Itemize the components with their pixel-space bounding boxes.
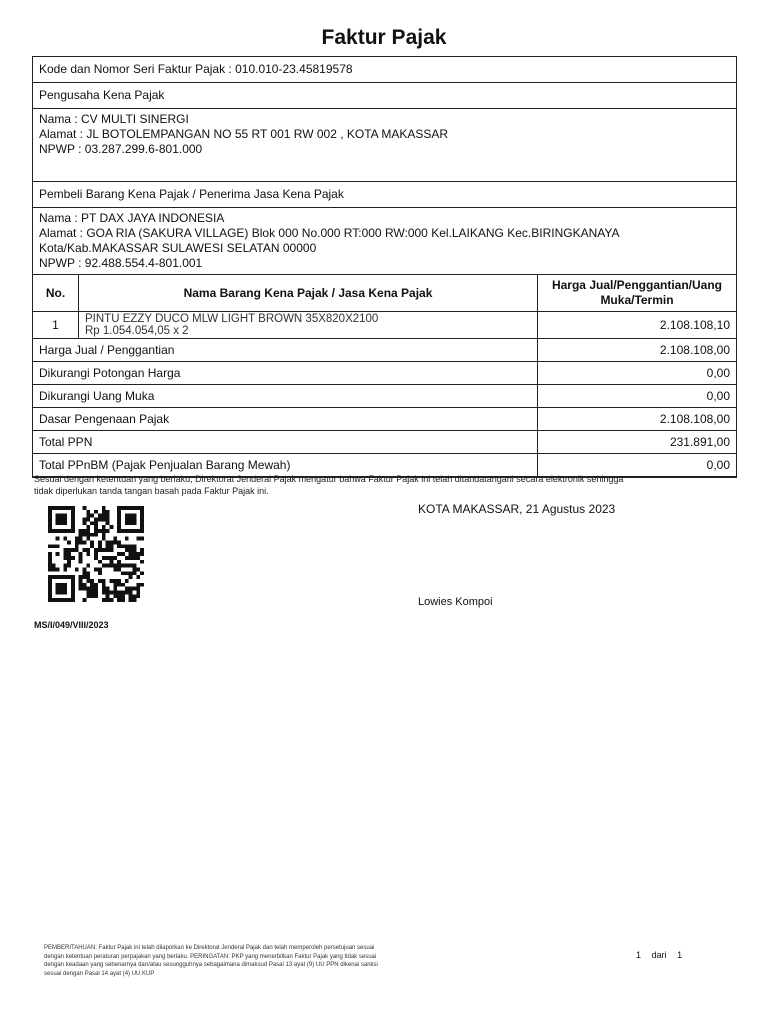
item-no: 1 <box>33 312 79 339</box>
buyer-name: Nama : PT DAX JAYA INDONESIA <box>39 211 225 225</box>
buyer-header-label: Pembeli Barang Kena Pajak / Penerima Jasa Kena Pajak <box>39 187 344 201</box>
seller-info <box>33 109 736 182</box>
summary-row <box>33 362 736 385</box>
legal-note-line2: tidak diperlukan tanda tangan basah pada Faktur Pajak ini. <box>34 486 269 496</box>
summary-row <box>33 431 736 454</box>
summary-value: 2.108.108,00 <box>538 339 737 362</box>
summary-value: 0,00 <box>538 454 737 477</box>
page-title: Faktur Pajak <box>321 26 447 49</box>
page-total: 1 <box>677 950 683 960</box>
footer-line4: sesuai dengan Pasal 14 ayat (4) UU KUP <box>44 970 155 977</box>
seller-name: Nama : CV MULTI SINERGI <box>39 112 189 126</box>
page-of: dari <box>651 950 667 960</box>
item-name <box>79 312 538 339</box>
serial-number: Kode dan Nomor Seri Faktur Pajak : 010.010-23.45819578 <box>39 62 353 76</box>
document-reference: MS/I/049/VIII/2023 <box>34 620 109 630</box>
table-row <box>33 312 736 339</box>
summary-row <box>33 339 736 362</box>
seller-address: Alamat : JL BOTOLEMPANGAN NO 55 RT 001 RW 002 , KOTA MAKASSAR <box>39 127 449 141</box>
legal-note <box>34 473 734 497</box>
place-date: KOTA MAKASSAR, 21 Agustus 2023 <box>418 502 616 516</box>
item-name-line2: Rp 1.054.054,05 x 2 <box>85 325 189 337</box>
buyer-info <box>33 208 736 274</box>
summary-row <box>33 408 736 431</box>
summary-value: 0,00 <box>538 362 737 385</box>
summary-label: Dikurangi Uang Muka <box>33 385 538 408</box>
items-table <box>33 274 736 477</box>
serial-row <box>33 57 736 83</box>
footer-line1: PEMBERITAHUAN: Faktur Pajak ini telah dilaporkan ke Direktorat Jenderal Pajak dan telah memperoleh persetujuan sesuai <box>44 945 375 951</box>
buyer-city: Kota/Kab.MAKASSAR SULAWESI SELATAN 00000 <box>39 241 317 255</box>
summary-label: Total PPnBM (Pajak Penjualan Barang Mewah) <box>33 454 538 477</box>
seller-npwp: NPWP : 03.287.299.6-801.000 <box>39 142 203 156</box>
summary-label: Harga Jual / Penggantian <box>33 339 538 362</box>
buyer-header <box>33 182 736 208</box>
footer-line3: dengan keadaan yang sebenarnya dan/atau sesungguhnya sebagaimana dimaksud Pasal 13 ayat (9) UU PPN dikenai sanksi <box>44 962 378 968</box>
buyer-npwp: NPWP : 92.488.554.4-801.001 <box>39 256 203 270</box>
summary-label: Dasar Pengenaan Pajak <box>33 408 538 431</box>
page-current: 1 <box>636 950 642 960</box>
summary-label: Total PPN <box>33 431 538 454</box>
seller-header-label: Pengusaha Kena Pajak <box>39 88 165 102</box>
invoice-box <box>32 56 737 478</box>
col-header-value-line2: Muka/Termin <box>600 293 674 307</box>
item-value: 2.108.108,10 <box>538 312 737 339</box>
signer-name: Lowies Kompoi <box>418 596 493 608</box>
footer-line2: dengan ketentuan peraturan perpajakan yang berlaku. PERINGATAN: PKP yang menerbitkan Faktur Pajak yang tidak sesuai <box>44 953 377 960</box>
col-header-no: No. <box>33 275 79 312</box>
page-indicator <box>636 950 682 960</box>
table-header <box>33 275 736 312</box>
summary-label: Dikurangi Potongan Harga <box>33 362 538 385</box>
summary-value: 2.108.108,00 <box>538 408 737 431</box>
summary-value: 231.891,00 <box>538 431 737 454</box>
qr-code-icon <box>46 506 146 602</box>
footer-notice <box>44 944 504 978</box>
summary-row <box>33 385 736 408</box>
col-header-value-line1: Harga Jual/Penggantian/Uang <box>551 278 723 292</box>
col-header-name: Nama Barang Kena Pajak / Jasa Kena Pajak <box>79 275 538 312</box>
item-name-line1: PINTU EZZY DUCO MLW LIGHT BROWN 35X820X2100 <box>85 313 379 325</box>
seller-header <box>33 83 736 109</box>
buyer-address: Alamat : GOA RIA (SAKURA VILLAGE) Blok 000 No.000 RT:000 RW:000 Kel.LAIKANG Kec.BIRINGKANAYA <box>39 226 620 240</box>
summary-value: 0,00 <box>538 385 737 408</box>
legal-note-line1: Sesuai dengan ketentuan yang berlaku, Direktorat Jenderal Pajak mengatur bahwa Faktur Pajak ini telah ditandatangani secara elektronik sehingga <box>34 474 624 484</box>
col-header-value <box>538 275 737 312</box>
